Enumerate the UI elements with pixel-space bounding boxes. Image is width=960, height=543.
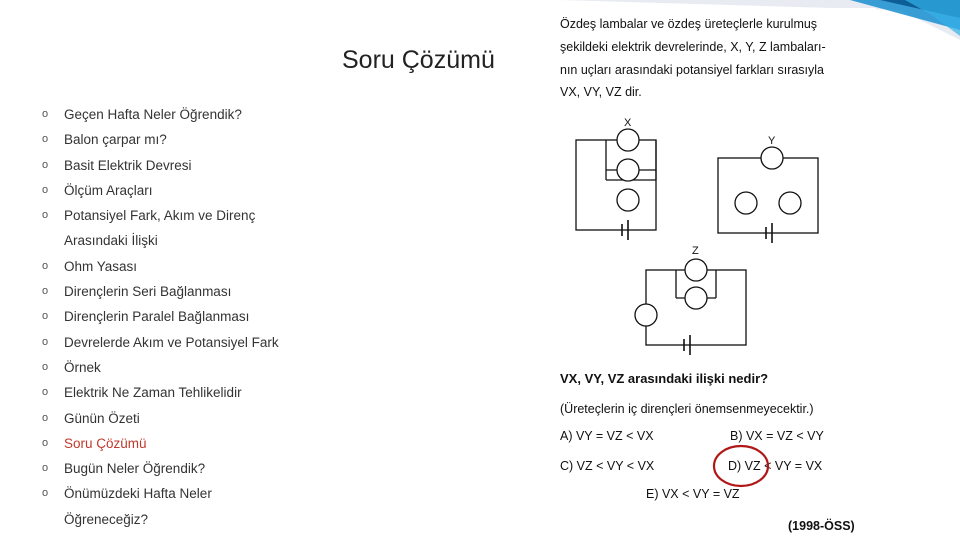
bullet-icon: o — [42, 209, 49, 222]
bullet-icon: o — [42, 108, 49, 120]
agenda-item-label: Ohm Yasası — [64, 258, 138, 274]
bullet-icon: o — [42, 436, 49, 449]
lamp-y-label: Y — [768, 135, 776, 147]
option-c[interactable]: C) VZ < VY < VX — [560, 459, 655, 473]
agenda-item[interactable] — [40, 406, 340, 431]
bullet-icon: o — [42, 411, 49, 424]
agenda-item[interactable] — [40, 330, 340, 355]
agenda-item[interactable] — [40, 279, 340, 304]
agenda-item-label: Arasındaki İlişki — [64, 233, 158, 249]
lamp-x-label: X — [624, 117, 632, 129]
bullet-icon: o — [42, 462, 49, 475]
slide-title: Soru Çözümü — [342, 46, 495, 74]
problem-figure — [556, 8, 876, 538]
bullet-icon: o — [42, 386, 49, 399]
agenda-item-label: Öğreneceğiz? — [64, 511, 149, 527]
agenda-item[interactable] — [40, 507, 340, 532]
intro-line-1: Özdeş lambalar ve özdeş üreteçlerle kurulmuş — [560, 17, 818, 31]
option-a[interactable]: A) VY = VZ < VX — [560, 429, 654, 443]
agenda-item-label: Balon çarpar mı? — [64, 132, 167, 148]
agenda-item[interactable] — [40, 355, 340, 380]
agenda-list — [40, 102, 340, 532]
agenda-item[interactable] — [40, 481, 340, 506]
source-text: (1998-ÖSS) — [788, 519, 855, 533]
bullet-icon: o — [42, 335, 49, 348]
agenda-item[interactable] — [40, 203, 340, 228]
agenda-item-label: Dirençlerin Seri Bağlanması — [64, 284, 232, 300]
question-text: VX, VY, VZ arasındaki ilişki nedir? — [560, 371, 769, 386]
bullet-icon: o — [42, 158, 49, 171]
agenda-item-label: Geçen Hafta Neler Öğrendik? — [64, 107, 242, 122]
agenda-item[interactable] — [40, 431, 340, 456]
agenda-item-label: Basit Elektrik Devresi — [64, 157, 192, 173]
agenda-item-label: Elektrik Ne Zaman Tehlikelidir — [64, 385, 242, 401]
option-b[interactable]: B) VX = VZ < VY — [730, 429, 824, 443]
agenda-item-label: Örnek — [64, 359, 101, 375]
option-d[interactable]: D) VZ < VY = VX — [728, 459, 823, 473]
agenda-item-label: Soru Çözümü — [64, 435, 147, 451]
bullet-icon: o — [42, 285, 49, 298]
agenda-item[interactable] — [40, 153, 340, 178]
agenda-item[interactable] — [40, 254, 340, 279]
agenda-item-label: Potansiyel Fark, Akım ve Direnç — [64, 208, 256, 224]
agenda-item-label: Günün Özeti — [64, 410, 140, 426]
circuit-x — [576, 140, 656, 230]
intro-line-2: şekildeki elektrik devrelerinde, X, Y, Z lambaları- — [560, 40, 826, 54]
agenda-item[interactable] — [40, 178, 340, 203]
agenda-item[interactable] — [40, 127, 340, 152]
agenda-item-label: Devrelerde Akım ve Potansiyel Fark — [64, 334, 279, 350]
agenda-item-label: Bugün Neler Öğrendik? — [64, 461, 206, 477]
agenda-item[interactable] — [40, 228, 340, 253]
lamp-icon — [735, 147, 801, 214]
agenda-item-label: Dirençlerin Paralel Bağlanması — [64, 309, 250, 325]
intro-line-3: nın uçları arasındaki potansiyel farkları sırasıyla — [560, 63, 825, 77]
lamp-icon — [617, 129, 639, 211]
bullet-icon: o — [42, 310, 49, 323]
agenda-item-label: Ölçüm Araçları — [64, 182, 153, 198]
bullet-icon: o — [42, 487, 49, 500]
bullet-icon: o — [42, 360, 49, 373]
intro-line-4: VX, VY, VZ dir. — [560, 85, 642, 99]
bullet-icon: o — [42, 133, 49, 146]
option-e[interactable]: E) VX < VY = VZ — [646, 487, 740, 501]
bullet-icon: o — [42, 183, 49, 196]
agenda-item[interactable] — [40, 304, 340, 329]
lamp-z-label: Z — [692, 245, 699, 257]
agenda-item[interactable] — [40, 456, 340, 481]
agenda-item-label: Önümüzdeki Hafta Neler — [64, 486, 212, 502]
circuit-y — [718, 158, 818, 233]
agenda-item[interactable] — [40, 380, 340, 405]
agenda-item[interactable] — [40, 102, 340, 127]
problem-scan — [556, 8, 876, 538]
bullet-icon: o — [42, 259, 49, 272]
note-text: (Üreteçlerin iç dirençleri önemsenmeyecektir.) — [560, 402, 814, 416]
